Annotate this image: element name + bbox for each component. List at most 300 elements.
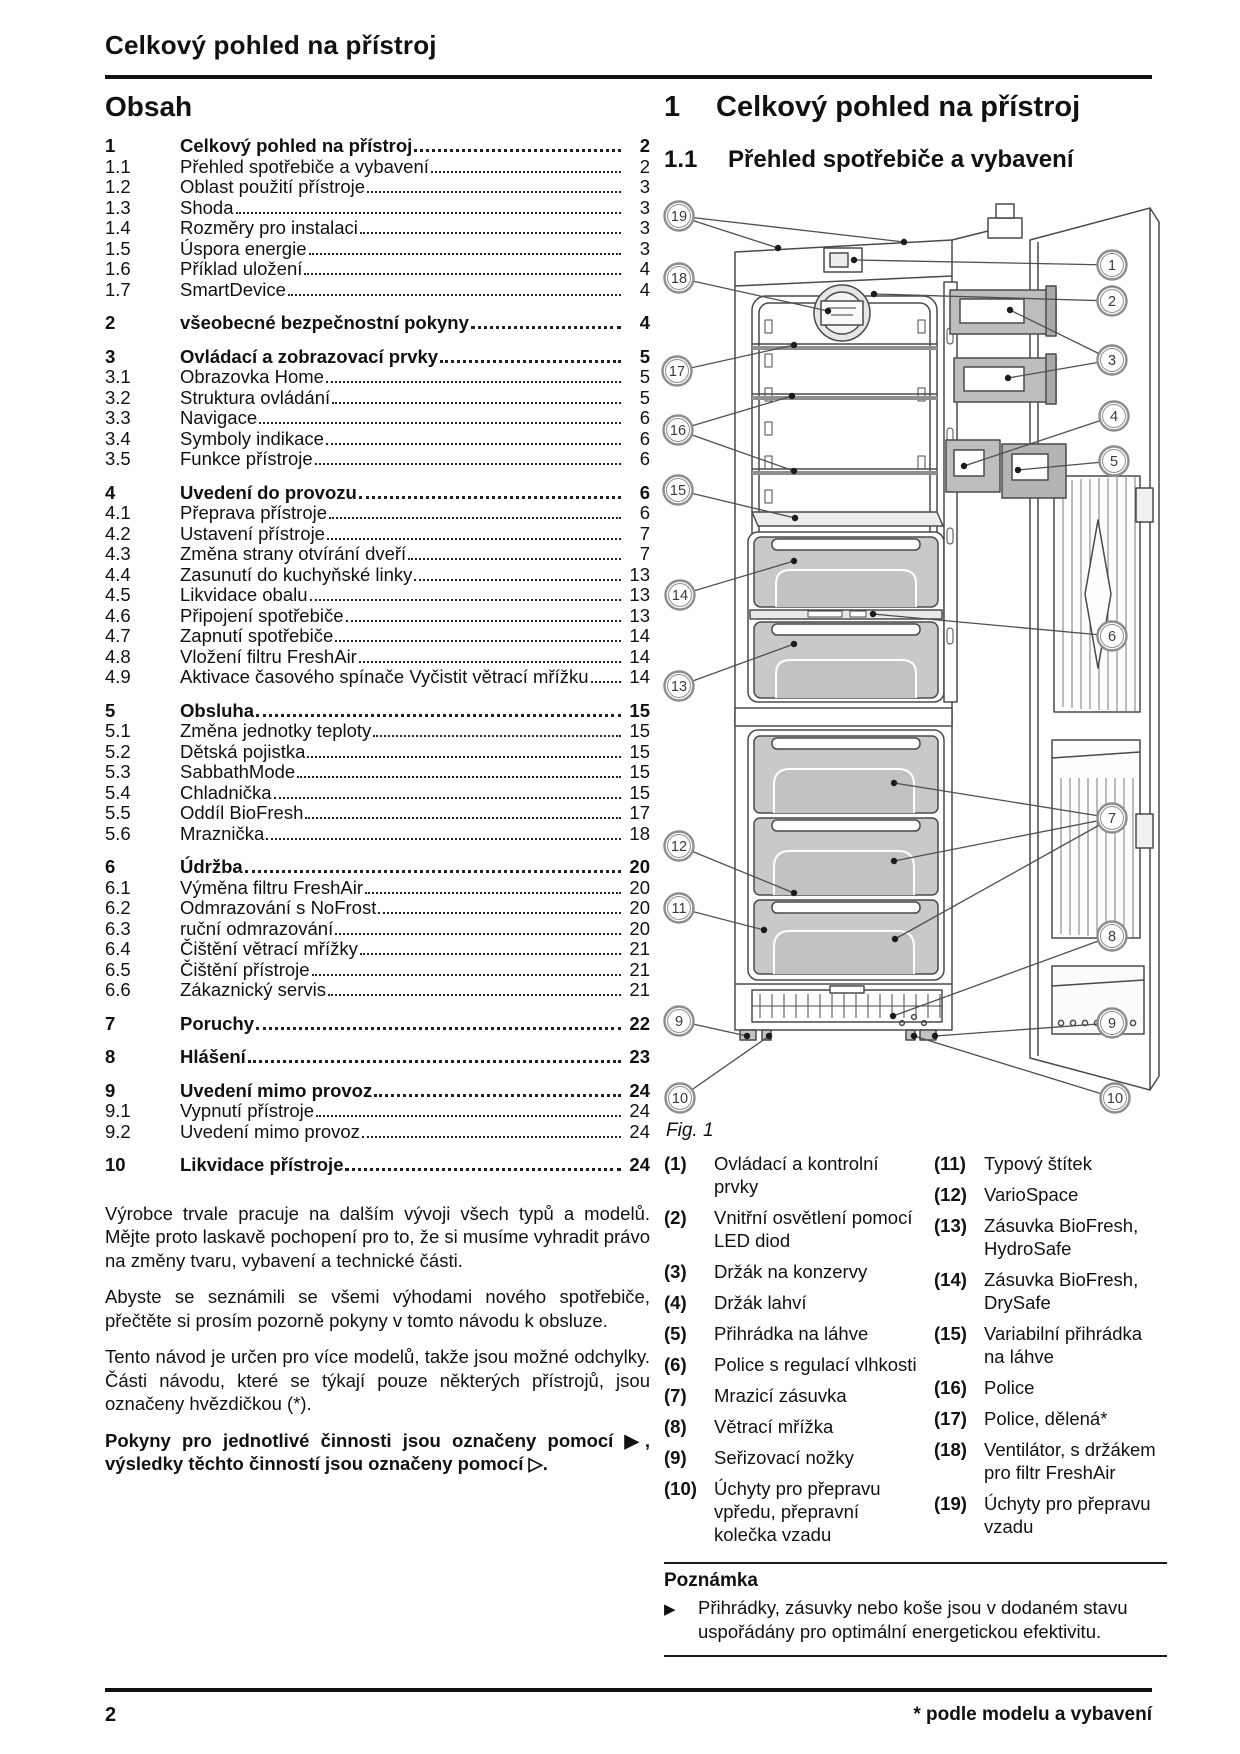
toc-entry-title: Údržba [180,856,243,877]
legend-item-number: (4) [664,1292,687,1313]
toc-entry-number: 6.1 [105,876,131,898]
toc-dot-leader [414,579,621,581]
toc-entry-number: 4.1 [105,502,131,523]
toc-dot-leader [312,974,621,976]
toc-row [105,347,650,368]
legend-item-number: (6) [664,1354,687,1375]
toc-entry-number: 5.2 [105,740,131,762]
biofresh-drawer-upper [754,537,938,607]
toc-entry-number: 8 [105,1046,116,1067]
callout-number: 14 [671,588,689,604]
toc-dot-leader [471,326,621,329]
toc-entry-page: 6 [639,448,650,469]
toc-entry-number: 4.2 [105,522,131,544]
toc-dot-leader [362,1136,621,1138]
toc-entry-title: Výměna filtru FreshAir [180,876,363,898]
toc-entry-page: 5 [639,366,650,387]
footer-page-number: 2 [105,1704,117,1726]
toc-entry-title: Přeprava přístroje [180,502,328,523]
toc-dot-leader [431,171,621,173]
legend-item [934,1376,1167,1399]
legend-item [664,1415,926,1438]
toc-row [105,803,650,824]
legend-item-text: VarioSpace [984,1184,1079,1205]
note-title: Poznámka [664,1570,758,1591]
toc-entry-title: Rozměry pro instalaci [180,217,358,238]
toc-entry-number: 1.3 [105,196,131,218]
toc-entry-page: 15 [629,761,650,782]
toc-entry-page: 13 [629,563,650,585]
toc-entry-title: Zapnutí spotřebiče [180,625,334,646]
toc-row [105,980,650,1001]
toc-dot-leader [248,1060,621,1063]
legend-item [934,1492,1167,1538]
legend-item [664,1291,926,1314]
toc-entry-title: Likvidace přístroje [180,1154,344,1175]
legend-item-number: (13) [934,1215,967,1236]
legend-item-text: Držák lahví [714,1292,807,1313]
toc-entry-page: 18 [629,822,650,844]
toc-entry-number: 5.4 [105,781,131,803]
callout-number: 16 [669,423,687,439]
toc-dot-leader [408,558,621,560]
toc-dot-leader [288,294,621,296]
toc-dot-leader [373,735,621,737]
toc-entry-title: Hlášení [180,1046,246,1067]
toc-entry-title: Shoda [180,196,234,218]
toc-row [105,762,650,783]
legend-item [664,1152,926,1198]
toc-entry-title: Vypnutí přístroje [180,1100,315,1121]
toc-entry-number: 10 [105,1154,126,1175]
toc-entry-page: 5 [639,345,650,367]
toc-entry-title: Uvedení mimo provoz [180,1120,360,1142]
legend-item-number: (19) [934,1493,967,1514]
section-heading [664,91,1167,124]
intro-paragraph: Pokyny pro jednotlivé činnosti jsou označeny pomocí ▶, výsledky těchto činností jsou označeny pomocí ▷. [105,1429,650,1474]
toc-entry-page: 21 [629,979,650,1000]
toc-entry-title: SabbathMode [180,761,296,782]
toc-entry-number: 9.2 [105,1120,131,1142]
toc-row [105,280,650,301]
legend-item [664,1260,926,1283]
header-rule [105,75,1152,79]
toc-dot-leader [335,640,621,642]
footer-rule [105,1688,1152,1692]
toc-row [105,626,650,647]
legend-item [934,1268,1167,1314]
toc-row [105,367,650,388]
toc-entry-number: 4.3 [105,543,131,564]
toc-entry-page: 7 [639,522,650,544]
document-header [105,30,1152,79]
toc-entry-title: Obrazovka Home [180,366,324,387]
header-title: Celkový pohled na přístroj [105,30,437,60]
toc-entry-number: 6.5 [105,958,131,980]
legend-item-text: Seřizovací nožky [714,1447,854,1468]
legend-item-text: Vnitřní osvětlení pomocí LED diod [714,1207,913,1251]
legend-item-number: (15) [934,1323,967,1344]
toc-entry-page: 3 [639,176,650,197]
toc-entry-page: 22 [629,1012,650,1034]
legend-item-text: Zásuvka BioFresh, HydroSafe [984,1215,1139,1259]
toc-entry-number: 2 [105,312,116,333]
toc-dot-leader [360,232,621,234]
intro-paragraphs [105,1202,650,1476]
toc-dot-leader [256,714,621,717]
intro-paragraph: Tento návod je určen pro více modelů, takže jsou možné odchylky. Části návodu, které se týkají pouze některých přístrojů, jsou označeny hvězdičkou (*). [105,1346,650,1414]
toc-entry-page: 6 [639,502,650,523]
note-box [664,1562,1167,1657]
toc-row [105,544,650,565]
toc-row [105,721,650,742]
toc-dot-leader [332,402,621,404]
toc-column [105,91,650,1657]
toc-row [105,503,650,524]
toc-dot-leader [346,620,621,622]
toc-row [105,157,650,178]
door-bin-cans-1 [950,286,1056,336]
toc-entry-title: Zasunutí do kuchyňské linky [180,563,413,585]
toc-entry-number: 1.4 [105,217,131,238]
toc-entry-title: Zákaznický servis [180,979,326,1000]
legend-item-text: Variabilní přihrádka na láhve [984,1323,1143,1367]
toc-entry-title: Obsluha [180,699,255,721]
legend-item-text: Police s regulací vlhkosti [714,1354,917,1375]
legend-item-number: (17) [934,1408,967,1429]
toc-entry-title: Chladnička [180,781,272,803]
toc-entry-number: 1.7 [105,278,131,300]
toc-dot-leader [365,892,621,894]
toc-entry-number: 3.5 [105,448,131,469]
toc-entry-title: Ovládací a zobrazovací prvky [180,345,439,367]
toc-entry-number: 1.1 [105,155,131,177]
legend-item [664,1322,926,1345]
toc-entry-number: 3.3 [105,407,131,428]
toc-dot-leader [335,933,621,935]
toc-entry-number: 4.9 [105,666,131,687]
legend [664,1152,1167,1554]
legend-item-number: (14) [934,1269,967,1290]
legend-item-text: Police, dělená* [984,1408,1108,1429]
toc-entry-number: 4 [105,481,116,503]
toc-row [105,565,650,586]
toc-entry-number: 3.4 [105,427,131,449]
toc-dot-leader [326,443,621,445]
toc-entry-number: 9 [105,1079,116,1101]
callout-number: 8 [1107,929,1117,945]
toc-entry-number: 5.1 [105,720,131,741]
toc-dot-leader [259,422,621,424]
toc-row [105,449,650,470]
toc-row [105,198,650,219]
toc-row [105,408,650,429]
toc-row [105,1081,650,1102]
toc-entry-title: Dětská pojistka [180,740,306,762]
toc-entry-number: 6.6 [105,979,131,1000]
toc-dot-leader [274,797,621,799]
content-column [650,91,1167,1657]
legend-item-text: Úchyty pro přepravu vpředu, přepravní kolečka vzadu [714,1478,881,1545]
toc-entry-page: 7 [639,543,650,564]
note-text: Přihrádky, zásuvky nebo koše jsou v dodaném stavu uspořádány pro optimální energetickou efektivitu. [698,1597,1128,1642]
toc-row [105,824,650,845]
toc-row [105,239,650,260]
legend-item-text: Typový štítek [984,1153,1092,1174]
toc-row [105,136,650,157]
toc-entry-page: 20 [629,897,650,918]
note-bullet [664,1596,1167,1643]
toc-dot-leader [236,212,622,214]
legend-col-left [664,1152,926,1554]
legend-item [934,1407,1167,1430]
toc-dot-leader [266,838,621,840]
toc-entry-page: 15 [629,699,650,721]
legend-item [664,1384,926,1407]
toc-row [105,939,650,960]
intro-paragraph: Výrobce trvale pracuje na dalším vývoji všech typů a modelů. Mějte proto laskavě pochopení pro to, že si musíme vyhradit právo na změny tvaru, vybavení a technické části. [105,1202,650,1271]
toc-row [105,429,650,450]
callout-number: 19 [670,209,688,225]
legend-item-number: (8) [664,1416,687,1437]
toc-entry-page: 17 [629,802,650,823]
callout-number: 10 [671,1091,689,1107]
toc-dot-leader [305,817,621,819]
legend-item [934,1322,1167,1368]
toc-entry-number: 1.5 [105,237,131,259]
toc-entry-title: Čištění větrací mřížky [180,938,358,959]
callout-number: 10 [1106,1091,1124,1107]
legend-col-right [934,1152,1167,1554]
toc-entry-page: 5 [639,386,650,408]
callout-number: 12 [670,839,688,855]
toc-entry-page: 6 [639,481,650,503]
triangle-bullet-icon: ▶ [664,1601,676,1618]
toc-row [105,919,650,940]
toc-entry-number: 4.6 [105,604,131,626]
legend-item-number: (2) [664,1207,687,1228]
toc-entry-number: 3.2 [105,386,131,408]
legend-item-number: (11) [934,1153,966,1174]
toc-entry-page: 6 [639,427,650,449]
legend-item-text: Ovládací a kontrolní prvky [714,1153,879,1197]
callout-number: 1 [1107,258,1117,274]
legend-item [664,1477,926,1546]
toc-entry-title: ruční odmrazování [180,917,334,939]
toc-entry-title: Mraznička [180,822,265,844]
toc-dot-leader [328,994,621,996]
toc-entry-page: 6 [639,407,650,428]
callout-number: 5 [1109,454,1119,470]
legend-item [664,1206,926,1252]
toc-entry-title: Celkový pohled na přístroj [180,135,413,156]
toc-entry-title: Úspora energie [180,237,307,259]
callout-number: 7 [1107,811,1117,827]
toc-entry-number: 3.1 [105,366,131,387]
toc-entry-title: Struktura ovládání [180,386,331,408]
toc-entry-number: 5.3 [105,761,131,782]
toc-row [105,701,650,722]
toc-entry-number: 5.5 [105,802,131,823]
toc-row [105,1122,650,1143]
toc-dot-leader [345,1168,621,1171]
toc-row [105,177,650,198]
toc-dot-leader [326,381,621,383]
toc-entry-title: Oblast použití přístroje [180,176,366,197]
toc-entry-page: 24 [629,1100,650,1121]
subsection-title: Přehled spotřebiče a vybavení [728,146,1074,173]
section-number: 1 [664,91,681,123]
toc-entry-number: 4.4 [105,563,131,585]
toc-entry-title: Ustavení přístroje [180,522,325,544]
toc-entry-number: 5 [105,699,116,721]
toc-dot-leader [374,1094,621,1097]
callout-number: 15 [669,483,687,499]
legend-item-number: (1) [664,1153,687,1174]
toc-entry-page: 20 [629,876,650,898]
toc-entry-title: Aktivace časového spínače Vyčistit větrací mřížku [180,666,589,687]
toc-dot-leader [414,149,621,152]
two-column-layout [105,91,1156,1657]
toc-dot-leader [378,912,621,914]
toc-row [105,742,650,763]
toc-entry-number: 6 [105,856,116,877]
section-title: Celkový pohled na přístroj [716,91,1081,123]
toc-row [105,857,650,878]
door-bottle-bin [1002,444,1066,498]
toc-row [105,1014,650,1035]
toc-entry-page: 2 [639,155,650,177]
toc-entry-title: Vložení filtru FreshAir [180,645,357,667]
toc-entry-title: Připojení spotřebiče [180,604,344,626]
freezer-drawer-3 [754,900,938,974]
toc-row [105,585,650,606]
toc-entry-title: Oddíl BioFresh [180,802,304,823]
legend-item [664,1353,926,1376]
fridge-diagram [602,178,1167,1118]
callout-number: 4 [1109,409,1119,425]
toc-entry-page: 20 [629,856,650,877]
door-hinge [988,218,1022,238]
toc-entry-page: 13 [629,584,650,605]
legend-item [934,1183,1167,1206]
toc-dot-leader [309,253,622,255]
toc-entry-page: 21 [629,958,650,980]
fan-freshair [814,285,870,341]
door-handle-lower [1136,814,1153,848]
toc-dot-leader [307,756,621,758]
toc-entry-page: 14 [629,625,650,646]
toc-entry-page: 4 [639,278,650,300]
footer-model-note: * podle modelu a vybavení [913,1704,1152,1725]
toc-dot-leader [359,496,621,499]
toc-dot-leader [256,1027,621,1030]
toc-entry-page: 21 [629,938,650,959]
toc-entry-title: Uvedení mimo provoz [180,1079,373,1101]
toc-entry-page: 24 [629,1120,650,1142]
intro-paragraph: Abyste se seznámili se všemi výhodami nového spotřebiče, přečtěte si prosím pozorně pokyny v tomto návodu k obsluze. [105,1286,650,1331]
legend-item-number: (16) [934,1377,967,1398]
legend-item-text: Větrací mřížka [714,1416,834,1437]
toc-row [105,388,650,409]
legend-item-number: (12) [934,1184,967,1205]
legend-item-text: Přihrádka na láhve [714,1323,869,1344]
callout-number: 11 [671,901,687,917]
callout-number: 6 [1107,629,1117,645]
toc-dot-leader [315,463,621,465]
toc-entry-page: 14 [629,645,650,667]
toc-entry-title: Přehled spotřebiče a vybavení [180,155,429,177]
callout-number: 3 [1107,353,1117,369]
toc-row [105,313,650,334]
toc-entry-number: 4.5 [105,584,131,605]
toc-entry-title: Navigace [180,407,258,428]
toc-entry-title: Změna jednotky teploty [180,720,372,741]
legend-item-text: Úchyty pro přepravu vzadu [984,1493,1151,1537]
toc-entry-page: 20 [629,917,650,939]
toc-heading: Obsah [105,91,193,122]
toc-entry-page: 15 [629,720,650,741]
toc-entry-title: Funkce přístroje [180,448,313,469]
legend-item-text: Ventilátor, s držákem pro filtr FreshAir [984,1439,1156,1483]
biofresh-drawer-lower [754,622,938,698]
figure-caption: Fig. 1 [666,1120,714,1141]
toc-entry-title: Poruchy [180,1012,255,1034]
toc-entry-number: 4.7 [105,625,131,646]
toc-entry-number: 7 [105,1012,116,1034]
toc-entry-number: 5.6 [105,822,131,844]
subsection-number: 1.1 [664,146,698,173]
subsection-heading [664,146,1167,174]
freezer-drawer-1 [754,736,938,813]
toc-row [105,960,650,981]
toc-dot-leader [440,360,621,363]
toc-dot-leader [327,538,621,540]
toc-entry-number: 1.2 [105,176,131,197]
legend-item-number: (18) [934,1439,967,1460]
toc-entry-title: Likvidace obalu [180,584,308,605]
toc-entry-title: Příklad uložení [180,258,303,279]
legend-item [934,1214,1167,1260]
toc-entry-title: Uvedení do provozu [180,481,357,503]
toc-entry-page: 4 [639,312,650,333]
toc-entry-page: 4 [639,258,650,279]
toc-entry-page: 3 [639,196,650,218]
toc-dot-leader [304,273,621,275]
bottle-holder [946,440,1000,492]
callout-number: 18 [670,271,688,287]
legend-item-number: (5) [664,1323,687,1344]
toc-entry-page: 14 [629,666,650,687]
legend-item-number: (10) [664,1478,697,1499]
toc-entry-page: 24 [629,1154,650,1175]
toc-entry-page: 15 [629,740,650,762]
toc-entry-title: všeobecné bezpečnostní pokyny [180,312,469,333]
callout-number: 9 [674,1014,684,1030]
toc-entry-number: 6.3 [105,917,131,939]
toc-entry-page: 3 [639,237,650,259]
toc-row [105,1101,650,1122]
toc-entry-title: Odmrazování s NoFrost [180,897,377,918]
toc-entry-number: 3 [105,345,116,367]
toc-list [105,136,650,1176]
toc-entry-number: 6.4 [105,938,131,959]
legend-item-number: (7) [664,1385,687,1406]
toc-dot-leader [360,953,621,955]
legend-item [934,1438,1167,1484]
toc-entry-page: 2 [639,135,650,156]
toc-entry-number: 1 [105,135,116,156]
